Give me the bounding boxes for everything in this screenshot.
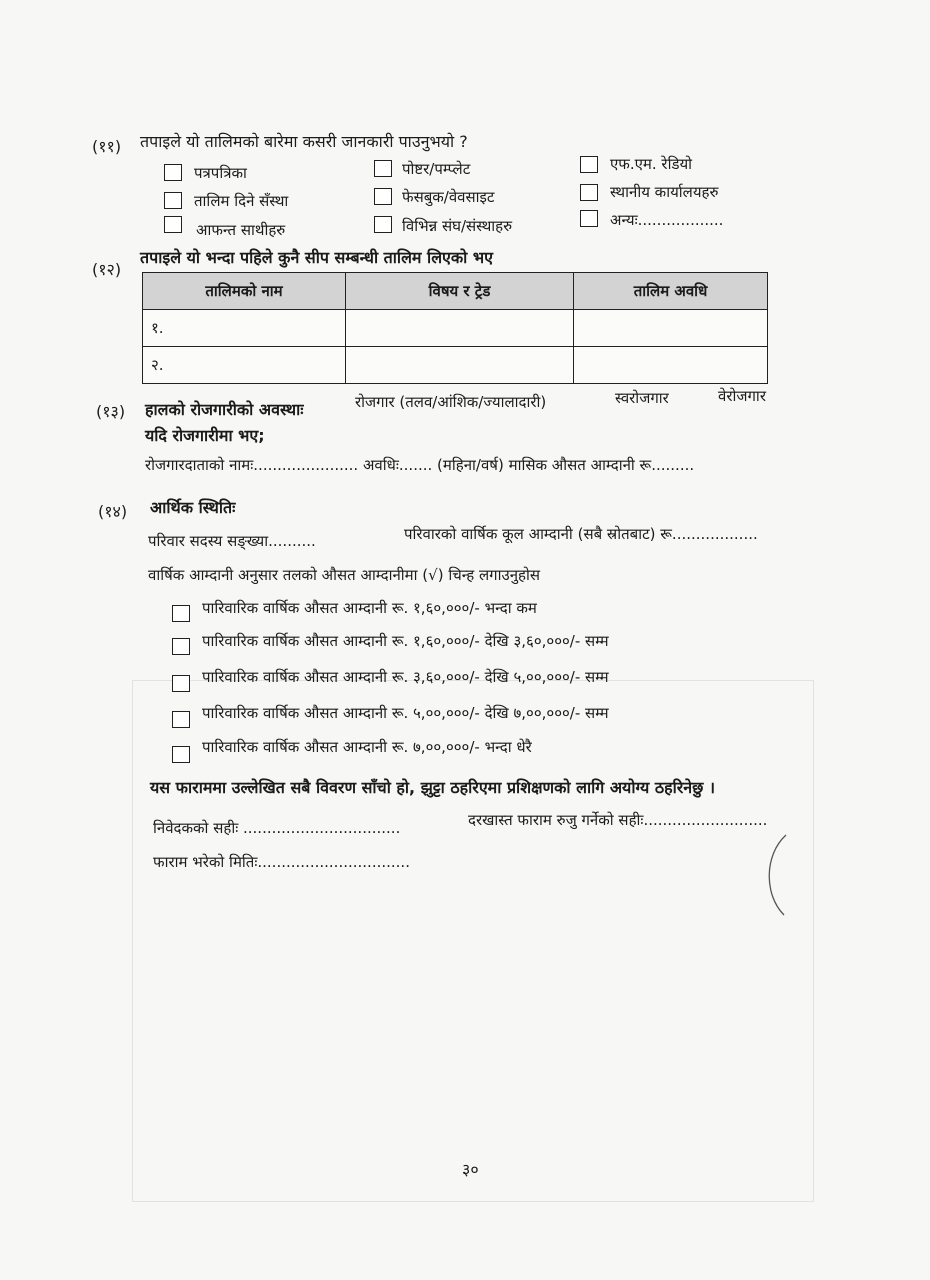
previous-training-table	[142, 272, 768, 384]
q11-option-relatives-friends: आफन्त साथीहरु	[196, 221, 286, 239]
q11-option-fm-radio: एफ.एम. रेडियो	[610, 155, 693, 173]
q11-checkbox-organizations[interactable]	[374, 216, 392, 233]
q11-checkbox-other[interactable]	[580, 210, 598, 227]
q11-option-local-offices: स्थानीय कार्यालयहरु	[610, 183, 719, 201]
verifier-signature[interactable]: दरखास्त फाराम रुजु गर्नेको सहीः..........................	[468, 811, 768, 829]
q13-option-employed[interactable]: रोजगार (तलव/आंशिक/ज्यालादारी)	[355, 393, 547, 411]
q13-option-self-employed[interactable]: स्वरोजगार	[615, 389, 669, 407]
income-option-1: पारिवारिक वार्षिक औसत आम्दानी रू. १,६०,०००/- भन्दा कम	[202, 599, 537, 617]
income-option-4: पारिवारिक वार्षिक औसत आम्दानी रू. ५,००,०००/- देखि ७,००,०००/- सम्म	[202, 704, 609, 722]
q11-checkbox-training-institute[interactable]	[164, 192, 182, 209]
q14-title: आर्थिक स्थितिः	[150, 498, 236, 517]
q11-checkbox-fm-radio[interactable]	[580, 156, 598, 173]
income-checkbox-5[interactable]	[172, 746, 190, 763]
q11-option-organizations: विभिन्न संघ/संस्थाहरु	[402, 217, 513, 235]
table-cell[interactable]	[574, 310, 768, 347]
q11-number: (११)	[92, 137, 122, 156]
income-option-3: पारिवारिक वार्षिक औसत आम्दानी रू. ३,६०,०००/- देखि ५,००,०००/- सम्म	[202, 668, 609, 686]
q13-title: हालको रोजगारीको अवस्थाः	[145, 400, 304, 419]
q13-employer-line[interactable]: रोजगारदाताको नामः...................... अवधिः....... (महिना/वर्ष) मासिक औसत आम्दानी रू.........	[145, 456, 695, 474]
q12-question: तपाइले यो भन्दा पहिले कुनै सीप सम्बन्धी तालिम लिएको भए	[140, 248, 493, 267]
q11-checkbox-newspaper[interactable]	[164, 164, 182, 181]
page-number: ३०	[462, 1160, 479, 1179]
q13-if-employed: यदि रोजगारीमा भए;	[145, 426, 265, 445]
declaration-text: यस फाराममा उल्लेखित सबै विवरण साँचो हो, झुट्टा ठहरिएमा प्रशिक्षणको लागि अयोग्य ठहरिनेछु ।	[150, 778, 716, 797]
applicant-signature[interactable]: निवेदकको सहीः .................................	[153, 819, 401, 837]
header-training-name: तालिमको नाम	[143, 273, 346, 310]
q11-option-facebook-website: फेसबुक/वेवसाइट	[402, 188, 495, 206]
pen-mark	[756, 830, 796, 920]
table-header-row	[143, 273, 768, 310]
income-checkbox-3[interactable]	[172, 675, 190, 692]
q11-option-other: अन्यः..................	[610, 211, 724, 229]
q14-number: (१४)	[98, 502, 128, 521]
q11-checkbox-local-offices[interactable]	[580, 184, 598, 201]
income-checkbox-2[interactable]	[172, 638, 190, 655]
q11-question: तपाइले यो तालिमको बारेमा कसरी जानकारी पाउनुभयो ?	[140, 132, 468, 151]
income-checkbox-1[interactable]	[172, 605, 190, 622]
income-option-5: पारिवारिक वार्षिक औसत आम्दानी रू. ७,००,०००/- भन्दा धेरै	[202, 738, 532, 756]
q13-option-unemployed[interactable]: वेरोजगार	[718, 387, 766, 405]
bleed-through-box	[132, 680, 814, 1202]
income-checkbox-4[interactable]	[172, 711, 190, 728]
q12-number: (१२)	[92, 260, 122, 279]
table-row	[143, 310, 768, 347]
table-cell[interactable]: १.	[143, 310, 346, 347]
income-option-2: पारिवारिक वार्षिक औसत आम्दानी रू. १,६०,०००/- देखि ३,६०,०००/- सम्म	[202, 632, 609, 650]
q13-number: (१३)	[96, 402, 126, 421]
q11-option-training-institute: तालिम दिने सँस्था	[194, 192, 289, 210]
q11-checkbox-facebook-website[interactable]	[374, 188, 392, 205]
table-cell[interactable]: २.	[143, 347, 346, 384]
table-cell[interactable]	[346, 310, 574, 347]
q11-option-newspaper: पत्रपत्रिका	[194, 164, 247, 182]
q14-family-income[interactable]: परिवारको वार्षिक कूल आम्दानी (सबै स्रोतबाट) रू..................	[404, 525, 758, 543]
q11-checkbox-poster[interactable]	[374, 160, 392, 177]
table-row	[143, 347, 768, 384]
q14-instruction: वार्षिक आम्दानी अनुसार तलको औसत आम्दानीमा (√) चिन्ह लगाउनुहोस	[148, 566, 541, 584]
form-filled-date[interactable]: फाराम भरेको मितिः................................	[153, 853, 410, 871]
q11-option-poster: पोष्टर/पम्प्लेट	[402, 160, 471, 178]
q11-checkbox-relatives-friends[interactable]	[164, 216, 182, 233]
q14-family-members[interactable]: परिवार सदस्य सङ्ख्या..........	[148, 532, 316, 550]
header-training-duration: तालिम अवधि	[574, 273, 768, 310]
header-subject-trade: विषय र ट्रेड	[346, 273, 574, 310]
table-cell[interactable]	[346, 347, 574, 384]
table-cell[interactable]	[574, 347, 768, 384]
